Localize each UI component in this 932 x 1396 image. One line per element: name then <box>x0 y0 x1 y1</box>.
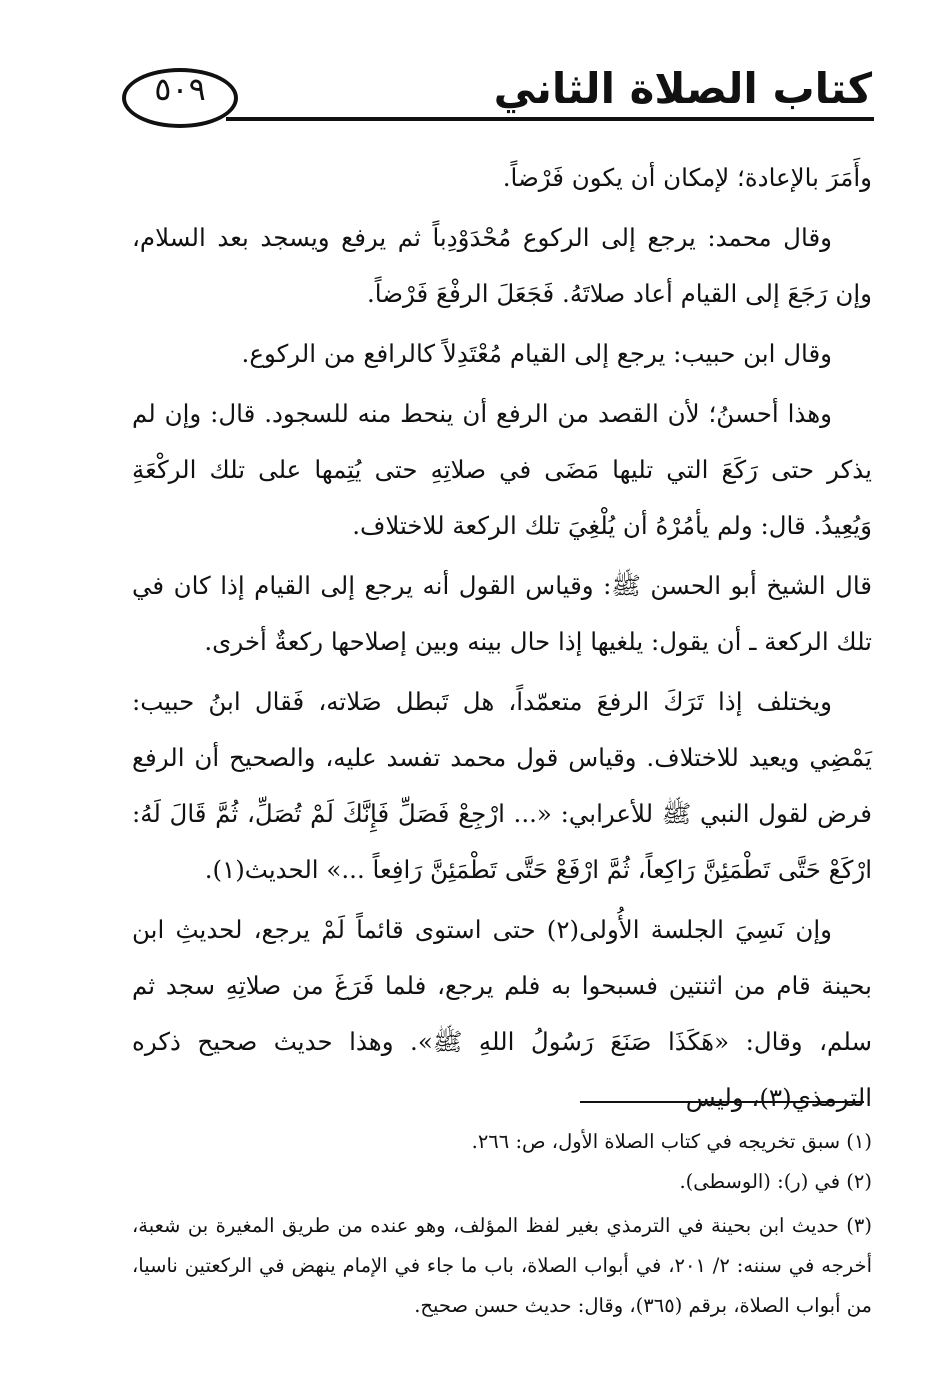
paragraph: ويختلف إذا تَرَكَ الرفعَ متعمّداً، هل تَبطل صَلاته، فَقال ابنُ حبيب: يَمْضِي ويعيد للاختلاف. وقياس قول محمد تفسد عليه، والصحيح أن الرفع فرض لقول النبي ﷺ للأعرابي: «... ارْجِعْ فَصَلِّ فَإِنَّكَ لَمْ تُصَلِّ، ثُمَّ قَالَ لَهُ: ارْكَعْ حَتَّى تَطْمَئِنَّ رَاكِعاً، ثُمَّ ارْفَعْ حَتَّى تَطْمَئِنَّ رَافِعاً ...» الحديث(١). <box>132 687 872 884</box>
paragraph: وقال ابن حبيب: يرجع إلى القيام مُعْتَدِلاً كالرافع من الركوع. <box>241 339 832 368</box>
page-number: ٥٠٩ <box>154 70 206 108</box>
paragraph: قال الشيخ أبو الحسن ﷺ: وقياس القول أنه يرجع إلى القيام إذا كان في تلك الركعة ـ أن يقول: يلغيها إذا حال بينه وبين إصلاحها ركعةٌ أخرى. <box>132 571 873 656</box>
paragraph: وإن نَسِيَ الجلسة الأُولى(٢) حتى استوى قائماً لَمْ يرجع، لحديثِ ابن بحينة قام من اثنتين فسبحوا به فلم يرجع، فلما فَرَغَ من صلاتِهِ سجد ثم سلم، وقال: «هَكَذَا صَنَعَ رَسُولُ اللهِ ﷺ». وهذا حديث صحيح ذكره الترمذي(٣)، وليس <box>132 915 872 1112</box>
main-text <box>132 150 872 1130</box>
footnote-separator <box>580 1101 864 1103</box>
footnote: (١) سبق تخريجه في كتاب الصلاة الأول، ص: ٢٦٦. <box>471 1130 872 1153</box>
footnote: (٢) في (ر): (الوسطى). <box>679 1170 872 1193</box>
header-rule <box>226 117 874 121</box>
footnote: (٣) حديث ابن بحينة في الترمذي بغير لفظ المؤلف، وهو عنده من طريق المغيرة بن شعبة، أخرجه في سننه: ٢/ ٢٠١، في أبواب الصلاة، باب ما جاء في الإمام ينهض في الركعتين ناسيا، من أبواب الصلاة، برقم (٣٦٥)، وقال: حديث حسن صحيح. <box>132 1214 872 1317</box>
page-header <box>0 0 932 140</box>
paragraph: وقال محمد: يرجع إلى الركوع مُحْدَوْدِباً ثم يرفع ويسجد بعد السلام، وإن رَجَعَ إلى القيام أعاد صلاتَهُ. فَجَعَلَ الرفْعَ فَرْضاً. <box>132 223 872 308</box>
paragraph: وأَمَرَ بالإعادة؛ لإمكان أن يكون فَرْضاً. <box>502 163 872 192</box>
footnotes <box>132 1122 872 1326</box>
paragraph: وهذا أحسنُ؛ لأن القصد من الرفع أن ينحط منه للسجود. قال: وإن لم يذكر حتى رَكَعَ التي تليها مَضَى في صلاتِهِ حتى يُتِمها على تلك الركْعَةِ وَيُعِيدُ. قال: ولم يأمُرْهُ أن يُلْغِيَ تلك الركعة للاختلاف. <box>132 399 872 540</box>
book-title: كتاب الصلاة الثاني <box>493 64 872 113</box>
